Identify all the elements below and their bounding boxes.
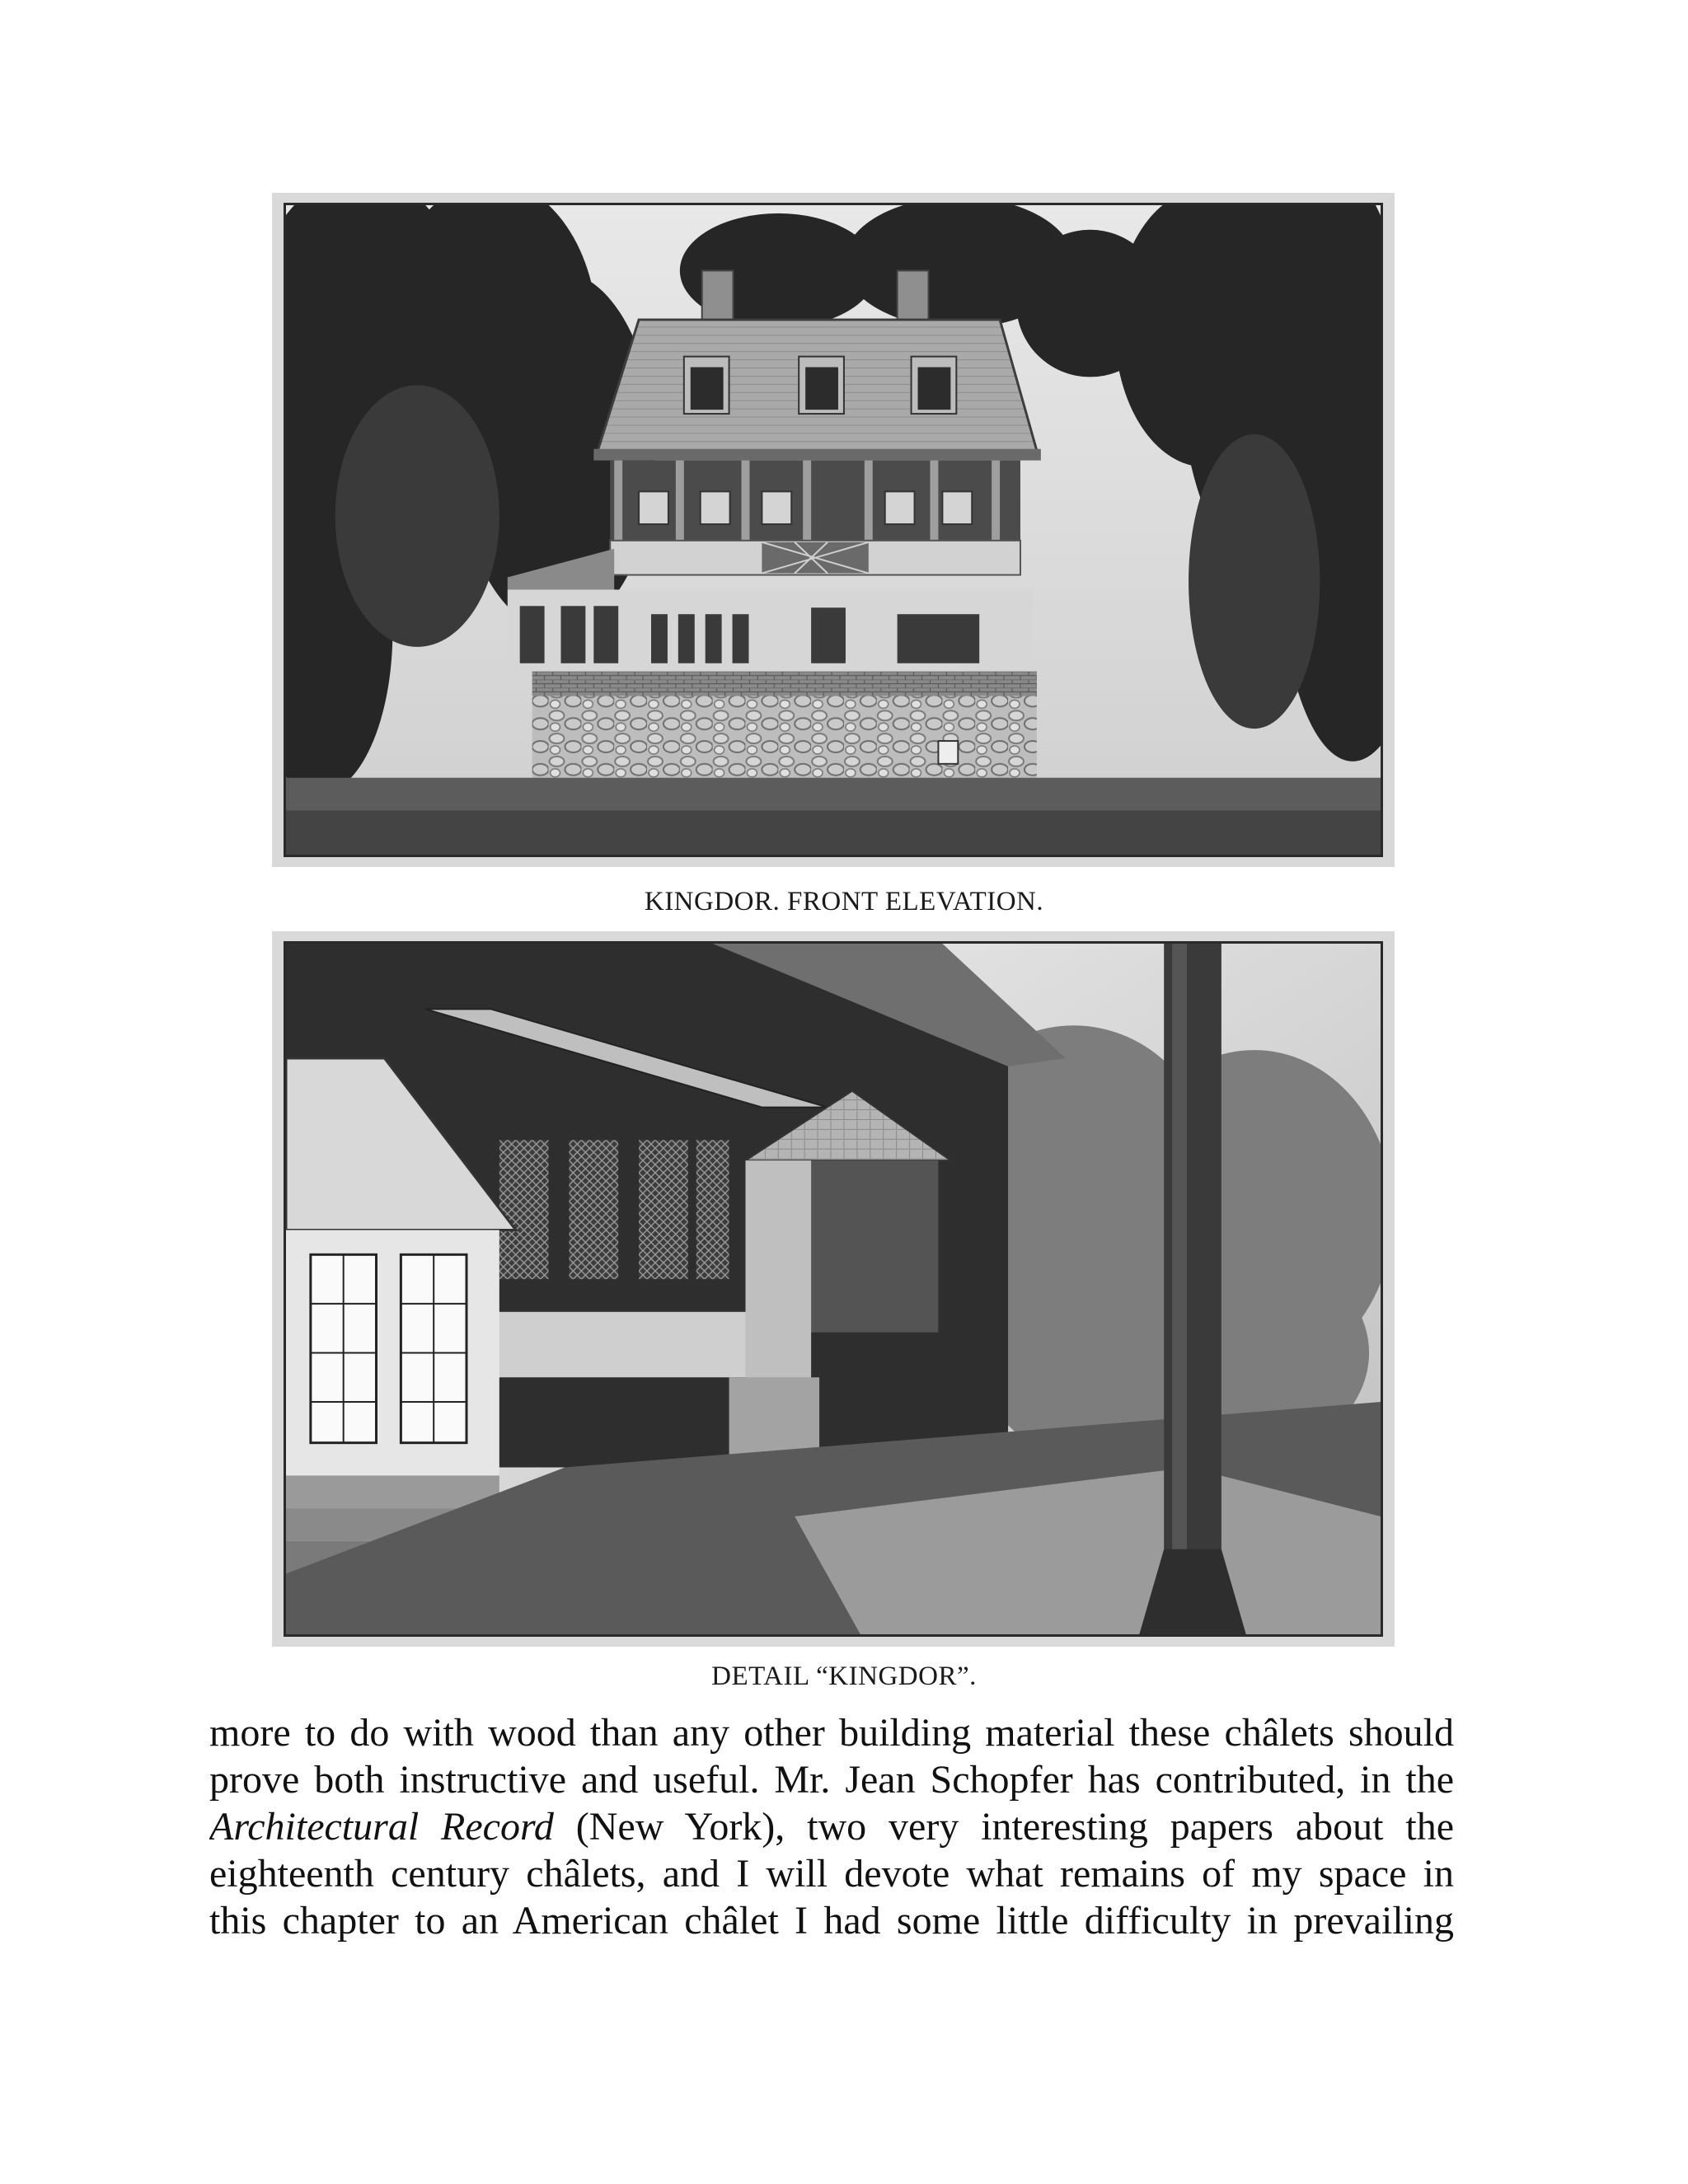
body-line-1: more to do with wood than any other building material these châlets should [209,1711,1454,1755]
detail-photo [284,941,1383,1637]
periodical-title: Architectural Record [209,1805,554,1849]
body-line-3-rest: (New York), two very interesting papers about the [553,1805,1454,1849]
front-elevation-photo [284,203,1383,857]
photo-plate-front-elevation [272,193,1395,867]
body-line-3 [209,1803,1454,1850]
house-detail-image [286,944,1381,1634]
caption-front-elevation: KINGDOR. FRONT ELEVATION. [644,887,1044,916]
photo-plate-detail [272,931,1395,1647]
body-line-4: eighteenth century châlets, and I will devote what remains of my space in [209,1852,1454,1896]
body-paragraph [209,1709,1454,1944]
house-front-elevation-image [286,205,1381,855]
caption-detail: DETAIL “KINGDOR”. [711,1661,977,1691]
body-line-2: prove both instructive and useful. Mr. Jean Schopfer has contributed, in the [209,1758,1454,1802]
body-line-5: this chapter to an American châlet I had some little difficulty in prevailing [209,1899,1454,1943]
